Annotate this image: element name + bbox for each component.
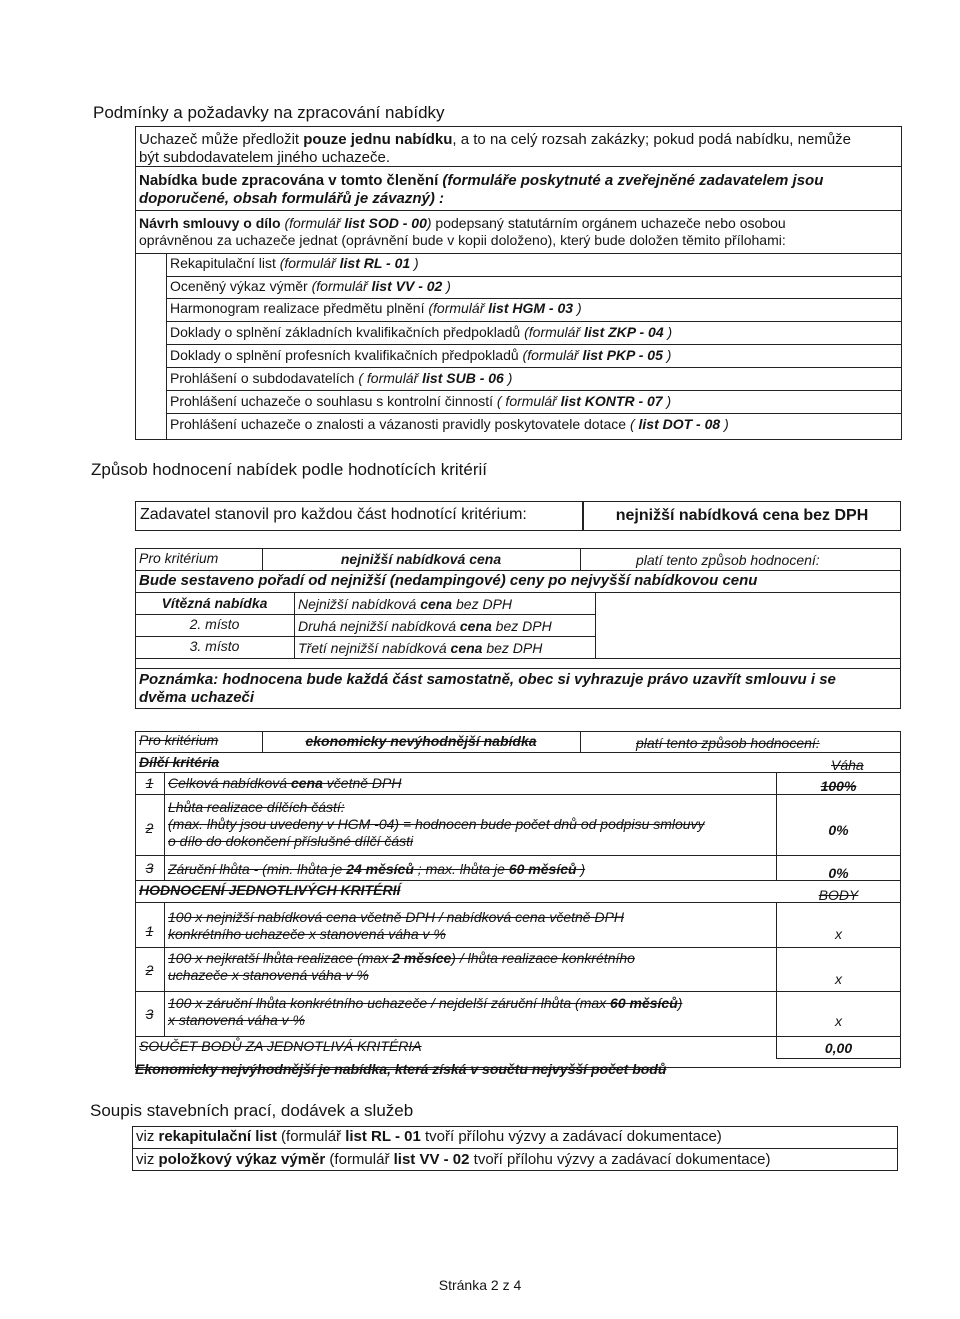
- formula-2: [168, 950, 773, 984]
- text-span: ): [576, 861, 586, 877]
- text-line: konkrétního uchazeče x stanovená váha v %: [168, 926, 446, 942]
- criterion-number: 2: [145, 820, 154, 836]
- criterion-value: nejnižší nabídková cena bez DPH: [615, 507, 869, 524]
- conditions-para-1: [139, 131, 897, 167]
- criterion-1-weight: 100%: [820, 778, 857, 794]
- text-span: ) / lhůta realizace konkrétního: [451, 950, 635, 966]
- place-label: Vítězná nabídka: [161, 595, 268, 611]
- works-row-1: [136, 1128, 722, 1146]
- bold-span: cena: [420, 596, 453, 612]
- criterion-2-weight: 0%: [828, 822, 849, 838]
- bold-span: rekapitulační list: [158, 1128, 277, 1145]
- divider: [135, 592, 901, 593]
- item-end: ): [503, 370, 513, 386]
- attachment-item: [170, 255, 419, 272]
- formula-number: 2: [145, 962, 154, 978]
- italic-span: doporučené, obsah formulářů je závazný) :: [139, 190, 445, 207]
- text-span: Druhá nejnižší nabídková: [298, 618, 460, 634]
- item-form: ( formulář: [358, 370, 423, 386]
- attachment-item: [170, 370, 512, 387]
- divider: [580, 548, 581, 570]
- bold-italic-span: list SOD - 00: [344, 215, 427, 231]
- text-span: (formulář: [276, 1128, 346, 1145]
- text-span: tvoří přílohu výzvy a zadávací dokumentace): [469, 1151, 771, 1168]
- attachment-item: [170, 347, 671, 364]
- bold-span: cena: [459, 618, 492, 634]
- divider: [166, 344, 902, 345]
- divider: [135, 658, 901, 659]
- applies-label-2: platí tento způsob hodnocení:: [636, 735, 820, 751]
- text-span: 100 x nejkratší lhůta realizace (max: [168, 950, 393, 966]
- criterion-2-text: [168, 799, 773, 850]
- item-form: (formulář: [524, 324, 585, 340]
- formula-3-value: x: [835, 1013, 842, 1029]
- item-code: list ZKP - 04: [584, 324, 664, 340]
- text-span: , a to na celý rozsah zakázky; pokud podá nabídku, nemůže: [452, 131, 851, 148]
- divider: [595, 592, 596, 658]
- criterion-3-weight: 0%: [828, 865, 849, 881]
- text-span: 100 x záruční lhůta konkrétního uchazeče / nejdelší záruční lhůta (max: [168, 995, 611, 1011]
- text-line: Lhůta realizace dílčích částí:: [168, 799, 345, 815]
- works-row-2: [136, 1151, 770, 1169]
- divider: [166, 321, 902, 322]
- section-title-works: Soupis stavebních prací, dodávek a služeb: [90, 1101, 414, 1120]
- bold-span: pouze jednu nabídku: [303, 131, 453, 148]
- text-line: (max. lhůty jsou uvedeny v HGM -04) = hodnocen bude počet dnů od podpisu smlouvy: [168, 816, 705, 832]
- text-span: tvoří přílohu výzvy a zadávací dokumentace): [420, 1128, 722, 1145]
- divider: [166, 276, 902, 277]
- divider: [166, 367, 902, 368]
- text-span: (formulář: [325, 1151, 394, 1168]
- text-span: ; max. lhůta je: [413, 861, 509, 877]
- divider: [135, 880, 901, 881]
- item-end: ): [442, 278, 451, 294]
- divider: [166, 413, 902, 414]
- divider: [166, 298, 902, 299]
- weight-label: Váha: [831, 757, 864, 773]
- item-text: Prohlášení o subdodavatelích: [170, 370, 359, 386]
- item-code: list KONTR - 07: [560, 393, 663, 409]
- place-label: 3. místo: [189, 638, 240, 654]
- bold-span: Nabídka bude zpracována v tomto členění: [139, 172, 443, 189]
- divider: [294, 592, 295, 658]
- conditions-para-3: [139, 215, 897, 249]
- note-line-2: dvěma uchazeči: [139, 689, 255, 706]
- italic-span: (formuláře poskytnuté a zveřejněné zadavatelem jsou: [442, 172, 824, 189]
- section-title-evaluation: Způsob hodnocení nabídek podle hodnotících kritérií: [91, 460, 487, 479]
- item-end: ): [720, 416, 729, 432]
- item-form: ( formulář: [496, 393, 561, 409]
- partial-criteria-label: Dílčí kritéria: [139, 754, 220, 770]
- applies-label: platí tento způsob hodnocení:: [636, 552, 820, 568]
- text-line: o dílo do dokončení příslušné dílčí části: [168, 833, 414, 849]
- list-left-border: [166, 253, 167, 440]
- pro-criterion-label: Pro kritérium: [139, 550, 219, 566]
- divider: [135, 902, 901, 903]
- formula-1: [168, 909, 773, 943]
- method-label: HODNOCENÍ JEDNOTLIVÝCH KRITÉRIÍ: [139, 882, 401, 898]
- divider: [135, 253, 902, 254]
- bold-span: list RL - 01: [345, 1128, 421, 1145]
- item-text: Prohlášení uchazeče o znalosti a vázanosti pravidly poskytovatele dotace: [170, 416, 630, 432]
- divider: [135, 210, 902, 211]
- points-label: BODY: [818, 887, 859, 903]
- text-span: Třetí nejnižší nabídková: [298, 640, 451, 656]
- item-form: (: [629, 416, 639, 432]
- item-text: Rekapitulační list: [170, 255, 280, 271]
- item-text: Harmonogram realizace předmětu plnění: [170, 300, 429, 316]
- note-line-1: Poznámka: hodnocena bude každá část samostatně, obec si vyhrazuje právo uzavřít smlouvu i se: [139, 671, 836, 688]
- criterion-number: 1: [145, 775, 154, 791]
- item-text: Doklady o splnění základních kvalifikačních předpokladů: [170, 324, 525, 340]
- formula-number: 3: [145, 1006, 154, 1022]
- place-desc: [298, 596, 512, 613]
- order-rule: Bude sestaveno pořadí od nejnižší (nedampingové) ceny po nejvyšší nabídkovou cenu: [139, 572, 758, 589]
- pro-criterion-label-2: Pro kritérium: [139, 732, 219, 748]
- item-end: ): [662, 347, 672, 363]
- divider: [164, 772, 165, 880]
- conditions-para-2: [139, 172, 897, 208]
- place-label: 2. místo: [189, 616, 240, 632]
- item-code: list RL - 01: [339, 255, 411, 271]
- item-text: Doklady o splnění profesních kvalifikačních předpokladů: [170, 347, 523, 363]
- formula-number: 1: [145, 923, 154, 939]
- item-end: ): [410, 255, 419, 271]
- attachment-item: [170, 393, 671, 410]
- text-span: Celková nabídková: [168, 775, 291, 791]
- item-form: (formulář: [428, 300, 489, 316]
- place-desc: [298, 618, 552, 635]
- criterion-number: 3: [145, 860, 154, 876]
- item-form: (formulář: [279, 255, 340, 271]
- text-line: 100 x nejnižší nabídková cena včetně DPH / nabídková cena včetně DPH: [168, 909, 625, 925]
- text-span: viz: [136, 1151, 159, 1168]
- divider: [135, 991, 901, 992]
- item-end: ): [573, 300, 582, 316]
- bold-span: 24 měsíců: [346, 861, 414, 877]
- italic-span: ): [426, 215, 432, 231]
- text-span: včetně DPH: [322, 775, 402, 791]
- text-line: x stanovená váha v %: [168, 1012, 305, 1028]
- section-title-conditions: Podmínky a požadavky na zpracování nabídky: [93, 103, 445, 122]
- item-code: list SUB - 06: [422, 370, 504, 386]
- divider: [166, 390, 902, 391]
- text-span: bez DPH: [482, 640, 543, 656]
- divider: [135, 794, 901, 795]
- bold-span: Návrh smlouvy o dílo: [139, 215, 281, 231]
- item-code: list DOT - 08: [638, 416, 721, 432]
- divider: [164, 902, 165, 1036]
- bold-span: 60 měsíců: [610, 995, 678, 1011]
- divider: [135, 947, 901, 948]
- criterion-label: Zadavatel stanovil pro každou část hodnotící kritérium:: [140, 506, 527, 523]
- attachment-item: [170, 416, 729, 433]
- formula-1-value: x: [835, 926, 842, 942]
- item-text: Prohlášení uchazeče o souhlasu s kontrolní činností: [170, 393, 497, 409]
- attachment-item: [170, 278, 451, 295]
- item-text: Oceněný výkaz výměr: [170, 278, 312, 294]
- divider: [580, 731, 581, 753]
- divider: [135, 668, 901, 669]
- bold-span: 60 měsíců: [508, 861, 577, 877]
- bold-span: položkový výkaz výměr: [158, 1151, 326, 1168]
- text-span: bez DPH: [452, 596, 513, 612]
- text-span: být subdodavatelem jiného uchazeče.: [139, 149, 391, 166]
- text-span: viz: [136, 1128, 159, 1145]
- winner-rule: Ekonomicky nejvýhodnější je nabídka, která získá v součtu nejvyšší počet bodů: [135, 1061, 667, 1077]
- page-number: Stránka 2 z 4: [438, 1277, 522, 1293]
- divider: [135, 752, 901, 753]
- formula-3: [168, 995, 773, 1029]
- formula-2-value: x: [835, 971, 842, 987]
- item-code: list VV - 02: [371, 278, 443, 294]
- text-span: Uchazeč může předložit: [139, 131, 304, 148]
- item-form: (formulář: [311, 278, 372, 294]
- divider: [135, 636, 595, 637]
- text-line: uchazeče x stanovená váha v %: [168, 967, 369, 983]
- pro-criterion-value-2: ekonomicky nevýhodnější nabídka: [305, 733, 537, 749]
- place-desc: [298, 640, 542, 657]
- attachment-item: [170, 300, 582, 317]
- sum-label: SOUČET BODŮ ZA JEDNOTLIVÁ KRITÉRIA: [139, 1038, 422, 1054]
- pro-criterion-value: nejnižší nabídková cena: [340, 551, 502, 567]
- divider: [135, 855, 901, 856]
- divider: [132, 1148, 898, 1149]
- attachment-item: [170, 324, 672, 341]
- divider: [135, 614, 595, 615]
- text-span: oprávněnou za uchazeče jednat (oprávnění bude v kopii doloženo), který bude doložen těmito přílohami:: [139, 232, 786, 248]
- item-code: list PKP - 05: [582, 347, 663, 363]
- item-form: (formulář: [522, 347, 583, 363]
- text-span: ): [677, 995, 683, 1011]
- text-span: podepsaný statutárním orgánem uchazeče nebo osobou: [431, 215, 786, 231]
- text-span: Záruční lhůta - (min. lhůta je: [168, 861, 347, 877]
- bold-span: cena: [450, 640, 483, 656]
- text-span: Nejnižší nabídková: [298, 596, 421, 612]
- item-end: ): [662, 393, 672, 409]
- bold-span: list VV - 02: [393, 1151, 470, 1168]
- item-end: ): [663, 324, 673, 340]
- italic-span: (formulář: [280, 215, 345, 231]
- criterion-3-text: [168, 861, 585, 878]
- bold-span: 2 měsíce: [392, 950, 452, 966]
- note: [139, 671, 897, 707]
- bold-span: cena: [290, 775, 323, 791]
- divider: [135, 166, 902, 167]
- text-span: bez DPH: [491, 618, 552, 634]
- item-code: list HGM - 03: [488, 300, 574, 316]
- divider: [135, 772, 901, 773]
- sum-value: 0,00: [824, 1040, 853, 1056]
- criterion-1-text: [168, 775, 401, 792]
- divider: [135, 570, 901, 571]
